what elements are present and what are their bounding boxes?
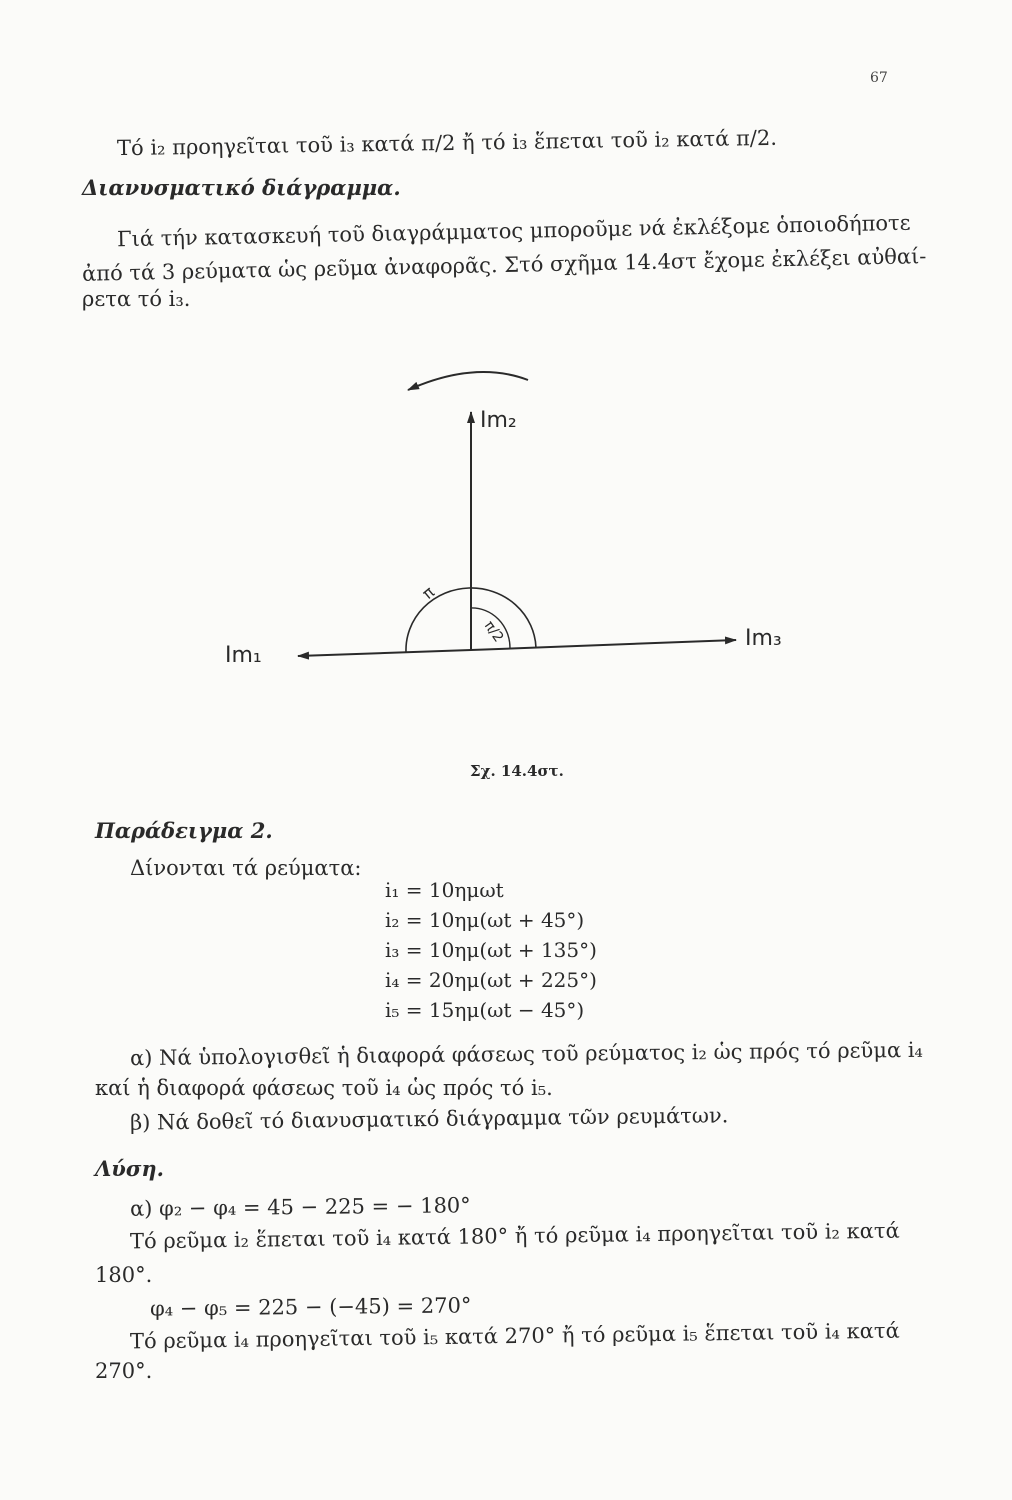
solution-line-3: 180°. (95, 1263, 153, 1287)
angle-label-pi-half: π/2 (480, 618, 507, 646)
label-im3: Im₃ (745, 626, 782, 651)
phasor-im3 (471, 640, 736, 650)
intro-line: Τό i₂ προηγεῖται τοῦ i₃ κατά π/2 ἤ τό i₃ ἕπεται τοῦ i₂ κατά π/2. (116, 125, 778, 161)
given-line: Δίνονται τά ρεύματα: (130, 856, 362, 880)
equation-i2: i₂ = 10ημ(ωt + 45°) (385, 908, 585, 932)
solution-heading: Λύση. (95, 1156, 164, 1181)
phasor-im1 (298, 650, 471, 656)
rotation-arrow (408, 372, 528, 390)
example-heading: Παράδειγμα 2. (95, 818, 273, 843)
solution-line-5: Τό ρεῦμα i₄ προηγεῖται τοῦ i₅ κατά 270° ἤ τό ρεῦμα i₅ ἕπεται τοῦ i₄ κατά (129, 1318, 900, 1354)
label-im1: Im₁ (225, 643, 262, 668)
equation-i1: i₁ = 10ημωt (385, 878, 504, 902)
question-a-line-1: α) Νά ὑπολογισθεῖ ἡ διαφορά φάσεως τοῦ ρεύματος i₂ ὡς πρός τό ρεῦμα i₄ (129, 1037, 924, 1071)
label-im2: Im₂ (480, 408, 517, 433)
section-heading-vector-diagram: Διανυσματικό διάγραμμα. (82, 175, 401, 200)
question-b: β) Νά δοθεῖ τό διανυσματικό διάγραμμα τῶν ρευμάτων. (129, 1103, 729, 1135)
solution-line-4: φ₄ − φ₅ = 225 − (−45) = 270° (149, 1293, 472, 1321)
paragraph-line-2: ἀπό τά 3 ρεύματα ὡς ρεῦμα ἀναφορᾶς. Στό σχῆμα 14.4στ ἔχομε ἐκλέξει αὐθαί- (81, 244, 927, 286)
paragraph-line-1: Γιά τήν κατασκευή τοῦ διαγράμματος μποροῦμε νά ἐκλέξομε ὁποιοδήποτε (116, 210, 911, 252)
phasor-diagram (225, 350, 840, 690)
solution-line-2: Τό ρεῦμα i₂ ἕπεται τοῦ i₄ κατά 180° ἤ τό ρεῦμα i₄ προηγεῖται τοῦ i₂ κατά (129, 1218, 900, 1254)
equation-i4: i₄ = 20ημ(ωt + 225°) (385, 968, 597, 992)
paragraph-line-3: ρετα τό i₃. (82, 287, 191, 311)
question-a-line-2: καί ἡ διαφορά φάσεως τοῦ i₄ ὡς πρός τό i₅. (95, 1076, 553, 1100)
figure-caption: Σχ. 14.4στ. (470, 762, 564, 780)
solution-line-6: 270°. (95, 1359, 153, 1383)
angle-label-pi: π (418, 582, 438, 604)
equation-i5: i₅ = 15ημ(ωt − 45°) (385, 998, 585, 1022)
phasor-diagram-svg (225, 350, 840, 690)
solution-line-1: α) φ₂ − φ₄ = 45 − 225 = − 180° (129, 1193, 471, 1221)
equation-i3: i₃ = 10ημ(ωt + 135°) (385, 938, 597, 962)
page-number: 67 (870, 70, 888, 86)
